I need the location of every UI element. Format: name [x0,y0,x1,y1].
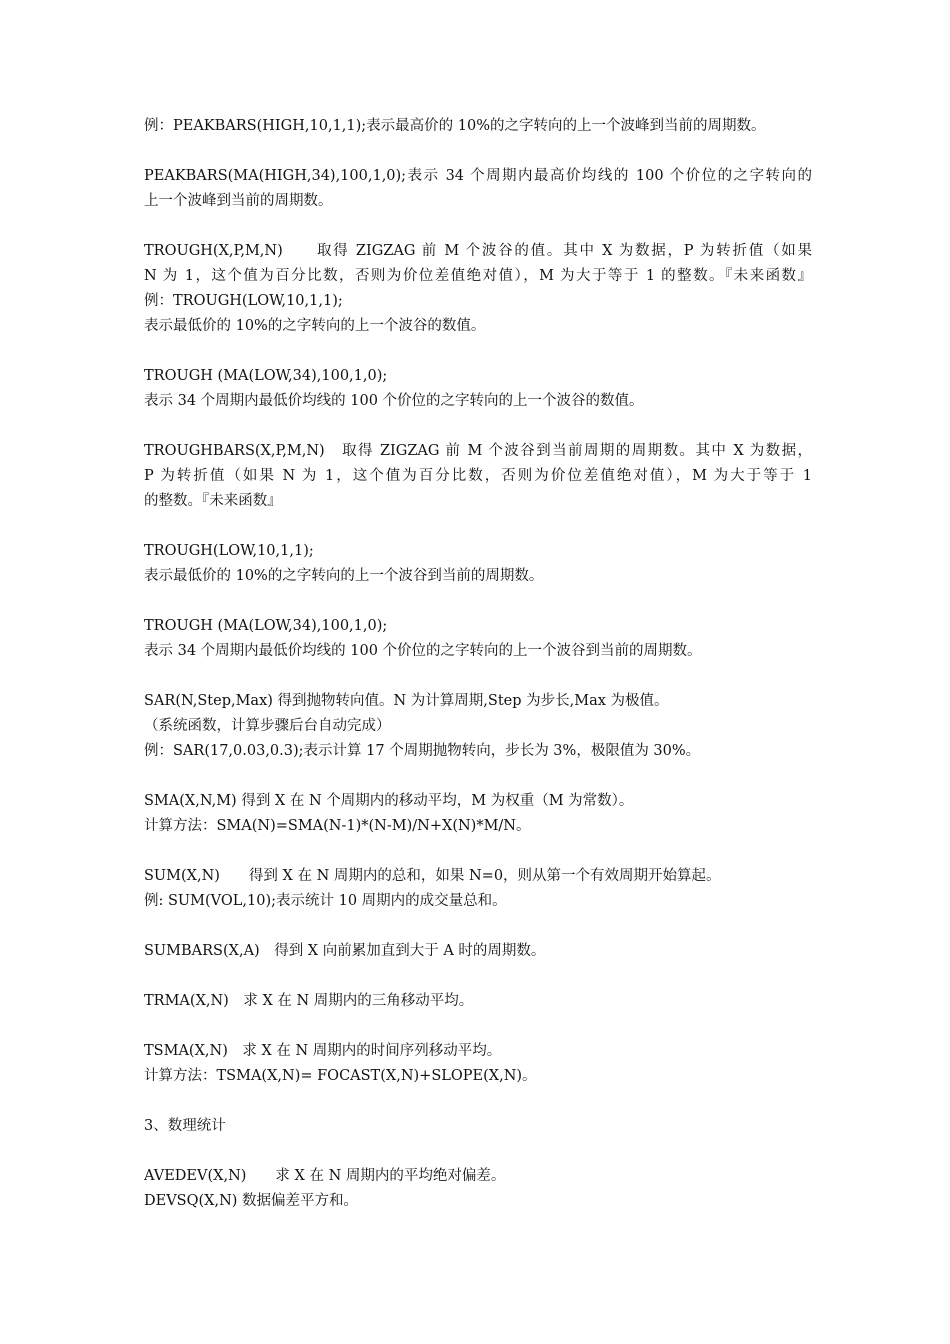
text-line: PEAKBARS(MA(HIGH,34),100,1,0);表示 34 个周期内最高价均线的 100 个价位的之字转向的 [144,168,812,184]
text-line: 表示 34 个周期内最低价均线的 100 个价位的之字转向的上一个波谷到当前的周期数。 [144,643,702,659]
text-line: TROUGH (MA(LOW,34),100,1,0); [144,368,388,384]
text-line: DEVSQ(X,N) 数据偏差平方和。 [144,1193,359,1209]
text-line: TROUGH (MA(LOW,34),100,1,0); [144,618,388,634]
text-line: SUM(X,N) 得到 X 在 N 周期内的总和，如果 N=0，则从第一个有效周期开始算起。 [144,868,721,884]
text-line: 计算方法：TSMA(X,N)= FOCAST(X,N)+SLOPE(X,N)。 [144,1068,537,1084]
text-line: TRMA(X,N) 求 X 在 N 周期内的三角移动平均。 [144,993,474,1009]
text-line: TROUGH(X,P,M,N) 取得 ZIGZAG 前 M 个波谷的值。其中 X 为数据，P 为转折值（如果 [144,243,812,259]
paragraph-troughbars-definition [144,439,812,514]
text-line: （系统函数，计算步骤后台自动完成） [144,718,391,734]
text-line: N 为 1，这个值为百分比数，否则为价位差值绝对值），M 为大于等于 1 的整数。『未来函数』 [144,268,812,284]
text-line: TROUGHBARS(X,P,M,N) 取得 ZIGZAG 前 M 个波谷到当前周期的周期数。其中 X 为数据， [144,443,812,459]
paragraph-troughbars-ma-example [144,614,812,664]
text-line: SUMBARS(X,A) 得到 X 向前累加直到大于 A 时的周期数。 [144,943,546,959]
paragraph-trough-ma-example [144,364,812,414]
paragraph-tsma-definition [144,1039,812,1089]
paragraph-peakbars-example [144,114,812,139]
text-line: 例：PEAKBARS(HIGH,10,1,1);表示最高价的 10%的之字转向的上一个波峰到当前的周期数。 [144,118,766,134]
paragraph-peakbars-ma-example [144,164,812,214]
text-line: 例：SAR(17,0.03,0.3);表示计算 17 个周期抛物转向，步长为 3%，极限值为 30%。 [144,743,701,759]
text-line: 3、数理统计 [144,1118,226,1134]
text-line: 例：TROUGH(LOW,10,1,1); [144,293,343,309]
text-line: 上一个波峰到当前的周期数。 [144,193,333,209]
text-line: SMA(X,N,M) 得到 X 在 N 个周期内的移动平均，M 为权重（M 为常数）。 [144,793,634,809]
paragraph-trma-definition [144,989,812,1014]
text-line: P 为转折值（如果 N 为 1，这个值为百分比数，否则为价位差值绝对值），M 为大于等于 1 [144,468,812,484]
text-line: 表示最低价的 10%的之字转向的上一个波谷的数值。 [144,318,486,334]
text-line: TROUGH(LOW,10,1,1); [144,543,314,559]
paragraph-trough-definition [144,239,812,339]
paragraph-avedev-devsq [144,1164,812,1214]
text-line: 表示最低价的 10%的之字转向的上一个波谷到当前的周期数。 [144,568,544,584]
text-line: AVEDEV(X,N) 求 X 在 N 周期内的平均绝对偏差。 [144,1168,506,1184]
paragraph-sar-definition [144,689,812,764]
text-line: SAR(N,Step,Max) 得到抛物转向值。N 为计算周期,Step 为步长,Max 为极值。 [144,693,669,709]
document-body [144,114,812,1239]
text-line: 表示 34 个周期内最低价均线的 100 个价位的之字转向的上一个波谷的数值。 [144,393,644,409]
paragraph-troughbars-example [144,539,812,589]
section-heading-statistics [144,1114,812,1139]
text-line: 的整数。『未来函数』 [144,493,282,509]
text-line: TSMA(X,N) 求 X 在 N 周期内的时间序列移动平均。 [144,1043,502,1059]
paragraph-sma-definition [144,789,812,839]
paragraph-sum-definition [144,864,812,914]
text-line: 例: SUM(VOL,10);表示统计 10 周期内的成交量总和。 [144,893,507,909]
paragraph-sumbars-definition [144,939,812,964]
text-line: 计算方法：SMA(N)=SMA(N-1)*(N-M)/N+X(N)*M/N。 [144,818,531,834]
